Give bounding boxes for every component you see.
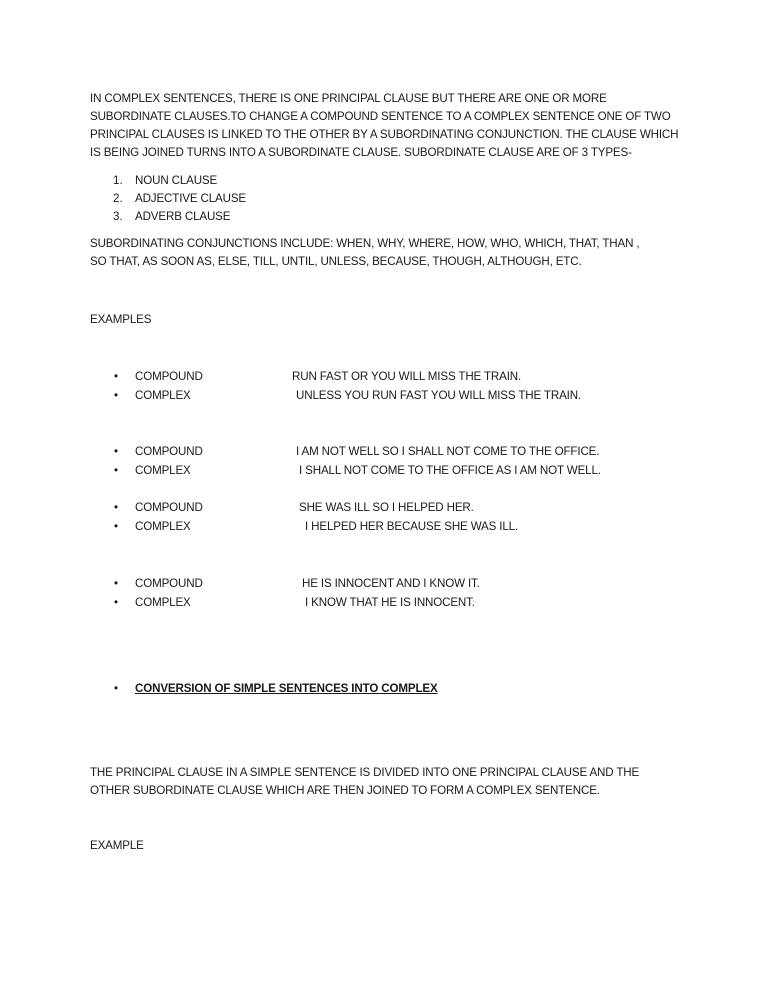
complex-label: COMPLEX: [135, 389, 191, 402]
compound-label: COMPOUND: [135, 577, 203, 590]
list-item-label: NOUN CLAUSE: [135, 174, 218, 187]
bullet-icon: •: [114, 520, 119, 533]
compound-label: COMPOUND: [135, 501, 203, 514]
compound-label: COMPOUND: [135, 370, 203, 383]
section-body-line: OTHER SUBORDINATE CLAUSE WHICH ARE THEN JOINED TO FORM A COMPLEX SENTENCE.: [90, 784, 600, 797]
compound-sentence: HE IS INNOCENT AND I KNOW IT.: [302, 577, 480, 590]
complex-sentence: I HELPED HER BECAUSE SHE WAS ILL.: [305, 520, 519, 533]
example-heading: EXAMPLE: [90, 839, 144, 852]
compound-sentence: SHE WAS ILL SO I HELPED HER.: [299, 501, 474, 514]
complex-sentence: I SHALL NOT COME TO THE OFFICE AS I AM NOT WELL.: [299, 464, 601, 477]
intro-line: IS BEING JOINED TURNS INTO A SUBORDINATE CLAUSE. SUBORDINATE CLAUSE ARE OF 3 TYPES-: [90, 146, 632, 159]
bullet-icon: •: [114, 389, 119, 402]
intro-line: IN COMPLEX SENTENCES, THERE IS ONE PRINCIPAL CLAUSE BUT THERE ARE ONE OR MORE: [90, 92, 607, 105]
bullet-icon: •: [114, 501, 119, 514]
section-body-line: THE PRINCIPAL CLAUSE IN A SIMPLE SENTENCE IS DIVIDED INTO ONE PRINCIPAL CLAUSE AND THE: [90, 766, 640, 779]
list-item-label: ADJECTIVE CLAUSE: [135, 192, 246, 205]
intro-line: SUBORDINATE CLAUSES.TO CHANGE A COMPOUND SENTENCE TO A COMPLEX SENTENCE ONE OF TWO: [90, 110, 671, 123]
list-number: 1.: [113, 174, 123, 187]
complex-label: COMPLEX: [135, 520, 191, 533]
compound-label: COMPOUND: [135, 445, 203, 458]
complex-label: COMPLEX: [135, 464, 191, 477]
bullet-icon: •: [114, 596, 119, 609]
bullet-icon: •: [114, 682, 119, 695]
bullet-icon: •: [114, 577, 119, 590]
list-number: 3.: [113, 210, 123, 223]
compound-sentence: I AM NOT WELL SO I SHALL NOT COME TO THE OFFICE.: [296, 445, 600, 458]
conjunctions-line: SO THAT, AS SOON AS, ELSE, TILL, UNTIL, UNLESS, BECAUSE, THOUGH, ALTHOUGH, ETC.: [90, 255, 582, 268]
list-item-label: ADVERB CLAUSE: [135, 210, 231, 223]
examples-heading: EXAMPLES: [90, 313, 152, 326]
bullet-icon: •: [114, 464, 119, 477]
bullet-icon: •: [114, 445, 119, 458]
bullet-icon: •: [114, 370, 119, 383]
list-number: 2.: [113, 192, 123, 205]
complex-sentence: UNLESS YOU RUN FAST YOU WILL MISS THE TRAIN.: [296, 389, 582, 402]
section-heading: CONVERSION OF SIMPLE SENTENCES INTO COMPLEX: [135, 682, 438, 695]
conjunctions-line: SUBORDINATING CONJUNCTIONS INCLUDE: WHEN, WHY, WHERE, HOW, WHO, WHICH, THAT, THAN ,: [90, 237, 640, 250]
intro-line: PRINCIPAL CLAUSES IS LINKED TO THE OTHER BY A SUBORDINATING CONJUNCTION. THE CLAUSE WHICH: [90, 128, 679, 141]
compound-sentence: RUN FAST OR YOU WILL MISS THE TRAIN.: [292, 370, 522, 383]
complex-sentence: I KNOW THAT HE IS INNOCENT.: [305, 596, 475, 609]
complex-label: COMPLEX: [135, 596, 191, 609]
